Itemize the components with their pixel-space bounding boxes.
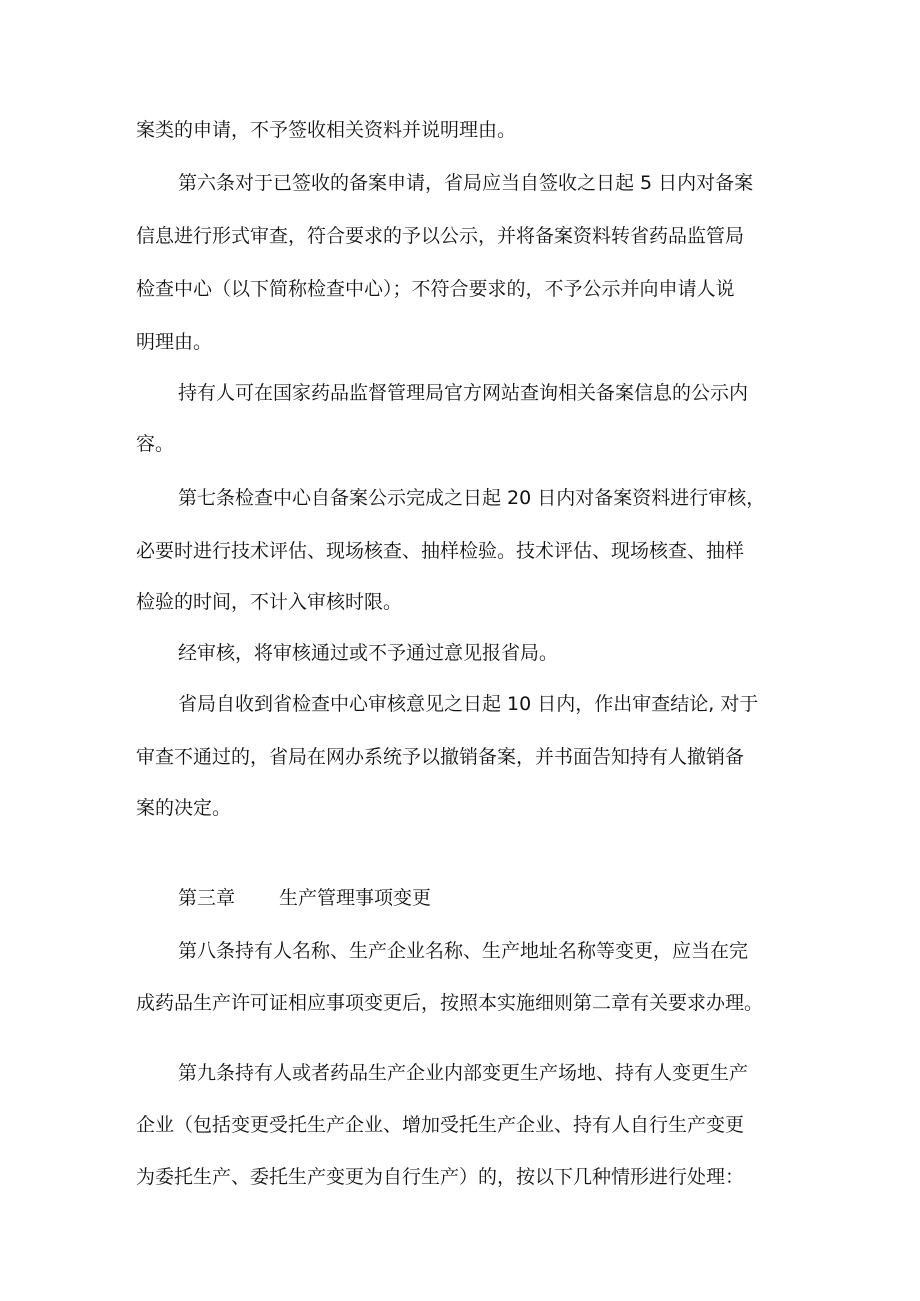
paragraph-line: 省局自收到省检查中心审核意见之日起 10 日内，作出审查结论, 对于 — [178, 693, 759, 715]
paragraph-line: 容。 — [136, 433, 175, 455]
paragraph-line: 案类的申请，不予签收相关资料并说明理由。 — [136, 119, 517, 141]
article-7-line: 第七条检查中心自备案公示完成之日起 20 日内对备案资料进行审核， — [178, 487, 766, 509]
chapter-title: 生产管理事项变更 — [279, 887, 432, 909]
paragraph-line: 信息进行形式审查，符合要求的予以公示，并将备案资料转省药品监管局 — [136, 225, 745, 247]
paragraph-line: 明理由。 — [136, 331, 213, 353]
paragraph-line: 经审核，将审核通过或不予通过意见报省局。 — [178, 642, 559, 664]
article-6-line: 第六条对于已签收的备案申请，省局应当自签收之日起 5 日内对备案 — [178, 172, 754, 194]
paragraph-line: 为委托生产、委托生产变更为自行生产）的，按以下几种情形进行处理： — [136, 1166, 745, 1188]
paragraph-line: 案的决定。 — [136, 797, 232, 819]
paragraph-line: 必要时进行技术评估、现场核查、抽样检验。技术评估、现场核查、抽样 — [136, 540, 745, 562]
paragraph-line: 检查中心（以下简称检查中心）；不符合要求的，不予公示并向申请人说 — [136, 278, 735, 300]
article-9-line: 第九条持有人或者药品生产企业内部变更生产场地、持有人变更生产 — [178, 1062, 749, 1084]
paragraph-line: 成药品生产许可证相应事项变更后，按照本实施细则第二章有关要求办理。 — [136, 992, 764, 1014]
paragraph-line: 持有人可在国家药品监督管理局官方网站查询相关备案信息的公示内 — [178, 382, 749, 404]
article-8-line: 第八条持有人名称、生产企业名称、生产地址名称等变更，应当在完 — [178, 940, 749, 962]
chapter-number: 第三章 — [178, 887, 236, 909]
chapter-heading — [0, 886, 920, 910]
paragraph-line: 企业（包括变更受托生产企业、增加受托生产企业、持有人自行生产变更 — [136, 1114, 745, 1136]
paragraph-line: 审查不通过的，省局在网办系统予以撤销备案，并书面告知持有人撤销备 — [136, 746, 745, 768]
paragraph-line: 检验的时间，不计入审核时限。 — [136, 591, 403, 613]
